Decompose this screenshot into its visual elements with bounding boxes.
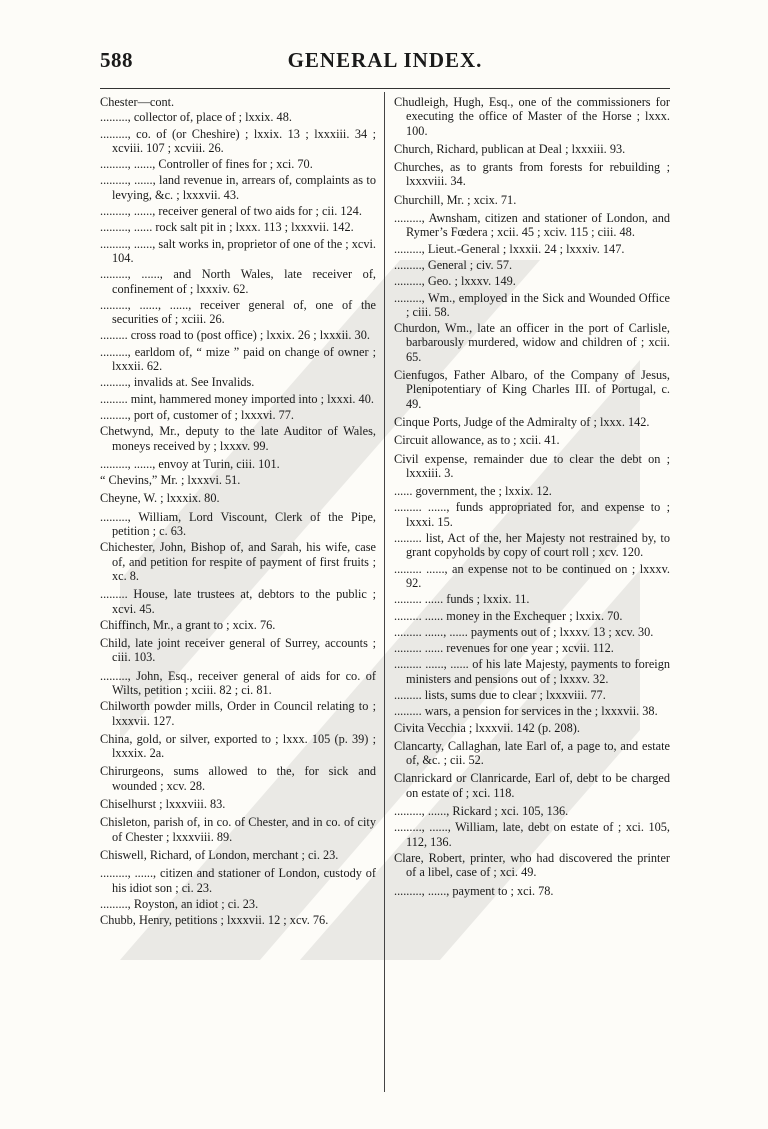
index-continued-heading: Chester—cont. [100, 95, 175, 109]
index-subentry: ........., ......, Controller of fines for ; xci. 70. [100, 157, 313, 172]
index-entry: China, gold, or silver, exported to ; lxxx. 105 (p. 39) ; lxxxix. 2a. [100, 731, 376, 761]
page-title: GENERAL INDEX. [287, 48, 483, 72]
index-entry: Chiselhurst ; lxxxviii. 83. [100, 797, 226, 812]
index-subentry: ........., ......, citizen and stationer of London, custody of his idiot son ; ci. 23. [100, 866, 376, 895]
index-entry: Church, Richard, publican at Deal ; lxxxiii. 93. [394, 141, 626, 156]
index-subentry: ........., ......, and North Wales, late receiver of, confinement of ; lxxxiv. 62. [100, 267, 376, 296]
index-subentry: ......... mint, hammered money imported into ; lxxxi. 40. [100, 391, 374, 406]
index-subentry: ......... ...... money in the Exchequer ; lxxix. 70. [394, 608, 623, 623]
index-subentry: ......... wars, a pension for services in the ; lxxxvii. 38. [394, 704, 658, 719]
column-divider [384, 92, 385, 1092]
index-subentry: ......... cross road to (post office) ; lxxix. 26 ; lxxxii. 30. [100, 328, 370, 343]
index-entry: Chisleton, parish of, in co. of Chester, and in co. of city of Chester ; lxxxviii. 89. [100, 815, 376, 844]
index-subentry: ........., ......, envoy at Turin, ciii. 101. [100, 456, 280, 471]
index-subentry: ........., John, Esq., receiver general of aids for co. of Wilts, petition ; xciii. 82 ; ci. 81. [100, 668, 376, 697]
index-subentry: ......... ......, ...... of his late Majesty, payments to foreign ministers and pensions out of ; lxxxv. 32. [394, 657, 670, 686]
index-subentry: ........., Geo. ; lxxxv. 149. [394, 274, 516, 289]
index-entry: Chudleigh, Hugh, Esq., one of the commissioners for executing the office of Master of the Horse ; lxxx. 100. [394, 95, 670, 138]
index-entry: Cienfugos, Father Albaro, of the Company of Jesus, Plenipotentiary of King Charles III. of Portugal, c. 49. [394, 368, 670, 411]
index-subentry: ........., ......, payment to ; xci. 78. [394, 883, 554, 898]
index-subentry: ........., ......, William, late, debt on estate of ; xci. 105, 112, 136. [394, 820, 670, 849]
index-column-right [394, 95, 670, 900]
page-number: 588 [100, 48, 133, 72]
index-subentry: ........., ......, Rickard ; xci. 105, 136. [394, 804, 569, 819]
page-header [100, 40, 670, 70]
index-subentry: ......... ......, an expense not to be continued on ; lxxxv. 92. [394, 561, 670, 590]
header-rule [100, 88, 670, 89]
index-subentry: ......... House, late trustees at, debtors to the public ; xcvi. 45. [100, 587, 376, 616]
index-subentry: ......... ...... funds ; lxxix. 11. [394, 592, 530, 607]
index-entry: Chiffinch, Mr., a grant to ; xcix. 76. [100, 617, 276, 632]
index-subentry: ........., ......, receiver general of two aids for ; cii. 124. [100, 204, 362, 219]
index-subentry: ........., ......, land revenue in, arrears of, complaints as to levying, &c. ; lxxxvii. 43. [100, 173, 376, 202]
index-subentry: ........., co. of (or Cheshire) ; lxxix. 13 ; lxxxiii. 34 ; xcviii. 107 ; xcviii. 26. [100, 126, 376, 155]
index-entry: Chirurgeons, sums allowed to the, for sick and wounded ; xcv. 28. [100, 764, 376, 793]
index-subentry: ........., earldom of, “ mize ” paid on change of owner ; lxxxii. 62. [100, 344, 376, 374]
index-subentry: ........., invalids at. See Invalids. [100, 375, 255, 390]
index-entry: Chilworth powder mills, Order in Council relating to ; lxxxvii. 127. [100, 699, 376, 728]
index-entry: Circuit allowance, as to ; xcii. 41. [394, 433, 560, 448]
index-subentry: ........., collector of, place of ; lxxix. 48. [100, 110, 292, 125]
index-subentry: ........., William, Lord Viscount, Clerk of the Pipe, petition ; c. 63. [100, 509, 376, 539]
index-entry: Child, late joint receiver general of Surrey, accounts ; ciii. 103. [100, 636, 376, 665]
index-subentry: ........., ......, salt works in, proprietor of one of the ; xcvi. 104. [100, 236, 376, 265]
index-subentry: ......... ......, ...... payments out of ; lxxxv. 13 ; xcv. 30. [394, 624, 654, 639]
index-subentry: ........., port of, customer of ; lxxxvi. 77. [100, 407, 294, 422]
index-entry: Cheyne, W. ; lxxxix. 80. [100, 491, 220, 506]
index-subentry: ......... lists, sums due to clear ; lxxxviii. 77. [394, 687, 606, 702]
index-entry: Clancarty, Callaghan, late Earl of, a page to, and estate of, &c. ; cii. 52. [394, 738, 670, 768]
index-subentry: ........., ...... rock salt pit in ; lxxx. 113 ; lxxxvii. 142. [100, 220, 354, 235]
index-subentry: ........., Lieut.-General ; lxxxii. 24 ; lxxxiv. 147. [394, 241, 625, 256]
index-subentry: ........., Wm., employed in the Sick and Wounded Office ; ciii. 58. [394, 290, 670, 319]
index-subentry: ......... ......, funds appropriated for, and expense to ; lxxxi. 15. [394, 500, 670, 529]
index-entry: Chetwynd, Mr., deputy to the late Auditor of Wales, moneys received by ; lxxxv. 99. [100, 424, 376, 453]
index-subentry: ......... list, Act of the, her Majesty not restrained by, to grant copyholds by copy of court roll ; xcv. 120. [394, 531, 670, 560]
index-entry: Cinque Ports, Judge of the Admiralty of ; lxxx. 142. [394, 414, 650, 429]
index-subentry: ...... government, the ; lxxix. 12. [394, 484, 552, 499]
index-entry: Chiswell, Richard, of London, merchant ; ci. 23. [100, 847, 339, 862]
index-subentry: ........., Royston, an idiot ; ci. 23. [100, 896, 259, 911]
index-entry: Civil expense, remainder due to clear the debt on ; lxxxiii. 3. [394, 451, 670, 480]
index-entry: Clare, Robert, printer, who had discovered the printer of a libel, case of ; xci. 49. [394, 850, 670, 880]
index-entry: Civita Vecchia ; lxxxvii. 142 (p. 208). [394, 720, 580, 735]
index-subentry: ......... ...... revenues for one year ; xcvii. 112. [394, 641, 614, 656]
index-subentry: ........., ......, ......, receiver general of, one of the securities of ; xciii. 26. [100, 297, 376, 327]
index-subentry: ........., Awnsham, citizen and stationer of London, and Rymer’s Fœdera ; xcii. 45 ; xciv. 115 ; ciii. 48. [394, 211, 670, 240]
index-entry: Chichester, John, Bishop of, and Sarah, his wife, case of, and petition for respite of payment of first fruits ; xc. 8. [100, 540, 376, 583]
index-column-left [100, 95, 376, 931]
index-entry: Clanrickard or Clanricarde, Earl of, debt to be charged on estate of ; xci. 118. [394, 771, 670, 800]
index-subentry: ........., General ; civ. 57. [394, 257, 513, 272]
index-entry: Churdon, Wm., late an officer in the port of Carlisle, barbarously murdered, widow and children of ; xcii. 65. [394, 321, 670, 364]
index-entry: “ Chevins,” Mr. ; lxxxvi. 51. [100, 473, 241, 488]
index-entry: Chubb, Henry, petitions ; lxxxvii. 12 ; xcv. 76. [100, 913, 329, 928]
index-entry: Churchill, Mr. ; xcix. 71. [394, 192, 517, 207]
index-entry: Churches, as to grants from forests for rebuilding ; lxxxviii. 34. [394, 160, 670, 189]
